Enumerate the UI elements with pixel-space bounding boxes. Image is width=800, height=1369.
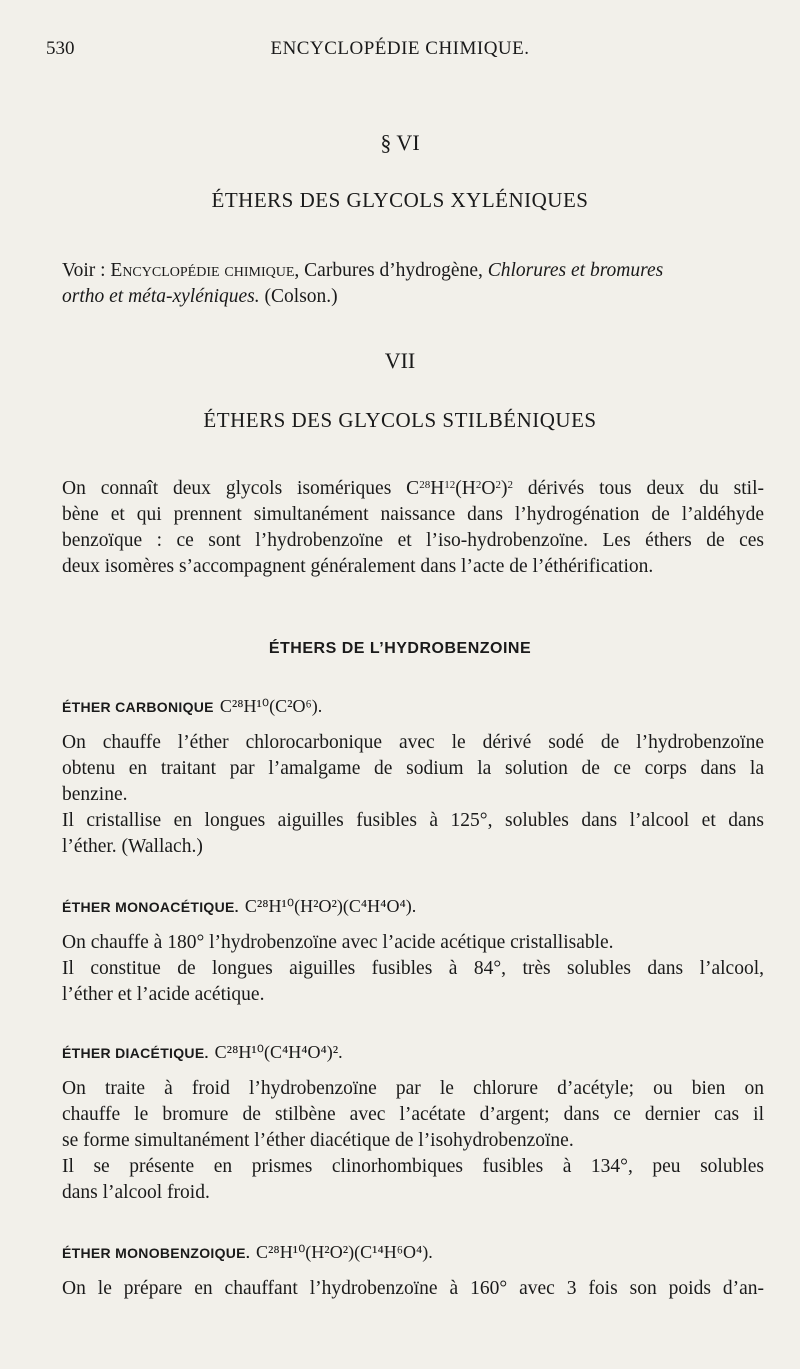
section-7-title: ÉTHERS DES GLYCOLS STILBÉNIQUES bbox=[203, 408, 597, 432]
ether-monobenzoique-label: ÉTHER MONOBENZOIQUE. bbox=[62, 1245, 251, 1261]
ether-carbonique-label: ÉTHER CARBONIQUE bbox=[62, 699, 214, 715]
monoacetique-p2-line1: Il constitue de longues aiguilles fusibles à 84°, très solubles dans l’alcool, bbox=[62, 958, 764, 979]
ether-monoacetique-heading bbox=[62, 896, 416, 917]
section-7-intro: On connaît deux glycols isomériques $C^{28}H^{12}(H^2O^2)^2$ dérivés tous deux du stil- bène et qui prennent simultanément naissance dans l’hydrogénation de l’aldéhyde benzoïque : ce sont l’hydrobenzoïne et l’iso-hydrobenzoïne. Les éthers de ces deux isomères s’accompagnent généralement dans l’acte de l’éthérification. bbox=[62, 476, 764, 580]
running-title: ENCYCLOPÉDIE CHIMIQUE. bbox=[270, 38, 530, 59]
diacetique-p2-line1: Il se présente en prismes clinorhombiques fusibles à 134°, peu solubles bbox=[62, 1156, 764, 1177]
ether-monobenzoique-formula: C²⁸H¹⁰(H²O²)(C¹⁴H⁶O⁴). bbox=[256, 1242, 433, 1262]
monoacetique-p2-line2: l’éther et l’acide acétique. bbox=[62, 984, 265, 1005]
carbonique-p2-line2: l’éther. (Wallach.) bbox=[62, 836, 203, 857]
reference-author: (Colson.) bbox=[259, 286, 338, 307]
section-6-paragraph bbox=[62, 258, 764, 310]
subsection-title: ÉTHERS DE L’HYDROBENZOINE bbox=[268, 640, 532, 657]
carbonique-p1-line1: On chauffe l’éther chlorocarbonique avec le dérivé sodé de l’hydrobenzoïne bbox=[62, 732, 764, 753]
reference-topic: Carbures d’hydrogène, bbox=[299, 260, 488, 281]
monoacetique-p1: On chauffe à 180° l’hydrobenzoïne avec l’acide acétique cristallisable. bbox=[62, 932, 614, 953]
intro-line-4: deux isomères s’accompagnent généralement dans l’acte de l’éthérification. bbox=[62, 556, 654, 577]
ether-monoacetique-formula: C²⁸H¹⁰(H²O²)(C⁴H⁴O⁴). bbox=[244, 896, 417, 916]
diacetique-p2-line2: dans l’alcool froid. bbox=[62, 1182, 210, 1203]
reference-italic-2: ortho et méta-xyléniques. bbox=[62, 286, 260, 307]
ether-monoacetique-label: ÉTHER MONOACÉTIQUE. bbox=[62, 899, 239, 915]
page-number: 530 bbox=[46, 38, 75, 59]
ether-carbonique-heading bbox=[62, 696, 322, 717]
ether-monobenzoique-text bbox=[62, 1276, 764, 1302]
monobenzoique-p1: On le prépare en chauffant l’hydrobenzoïne à 160° avec 3 fois son poids d’an- bbox=[62, 1278, 764, 1299]
ether-diacetique-label: ÉTHER DIACÉTIQUE. bbox=[62, 1045, 209, 1061]
intro-line-1b: dérivés tous deux du stil- bbox=[527, 478, 765, 499]
intro-line-3: benzoïque : ce sont l’hydrobenzoïne et l’iso-hydrobenzoïne. Les éthers de ces bbox=[62, 530, 764, 551]
ether-monobenzoique-heading bbox=[62, 1242, 433, 1263]
see-prefix: Voir : bbox=[62, 260, 111, 281]
ether-carbonique-formula: C²⁸H¹⁰(C²O⁶). bbox=[219, 696, 323, 716]
intro-line-1a: On connaît deux glycols isomériques C bbox=[62, 478, 420, 499]
section-6-number: § VI bbox=[380, 130, 420, 155]
ether-diacetique-text bbox=[62, 1076, 764, 1206]
ether-monoacetique-text bbox=[62, 930, 764, 1008]
intro-line-2: bène et qui prennent simultanément naissance dans l’hydrogénation de l’aldéhyde bbox=[62, 504, 764, 525]
diacetique-p1-line3: se forme simultanément l’éther diacétique de l’isohydrobenzoïne. bbox=[62, 1130, 574, 1151]
carbonique-p1-line2: obtenu en traitant par l’amalgame de sodium la solution de ce corps dans la bbox=[62, 758, 764, 779]
ether-diacetique-heading bbox=[62, 1042, 343, 1063]
section-7-number: VII bbox=[384, 348, 416, 373]
diacetique-p1-line2: chauffe le bromure de stilbène avec l’acétate d’argent; dans ce dernier cas il bbox=[62, 1104, 764, 1125]
ether-carbonique-text bbox=[62, 730, 764, 860]
section-6-title: ÉTHERS DES GLYCOLS XYLÉNIQUES bbox=[211, 188, 589, 212]
carbonique-p1-line3: benzine. bbox=[62, 784, 128, 805]
carbonique-p2-line1: Il cristallise en longues aiguilles fusibles à 125°, solubles dans l’alcool et dans bbox=[62, 810, 764, 831]
diacetique-p1-line1: On traite à froid l’hydrobenzoïne par le chlorure d’acétyle; ou bien on bbox=[62, 1078, 764, 1099]
page-header bbox=[0, 38, 800, 68]
ether-diacetique-formula: C²⁸H¹⁰(C⁴H⁴O⁴)². bbox=[214, 1042, 343, 1062]
encyclopedie-reference: Encyclopédie chimique, bbox=[110, 260, 300, 281]
reference-italic-1: Chlorures et bromures bbox=[487, 260, 664, 281]
